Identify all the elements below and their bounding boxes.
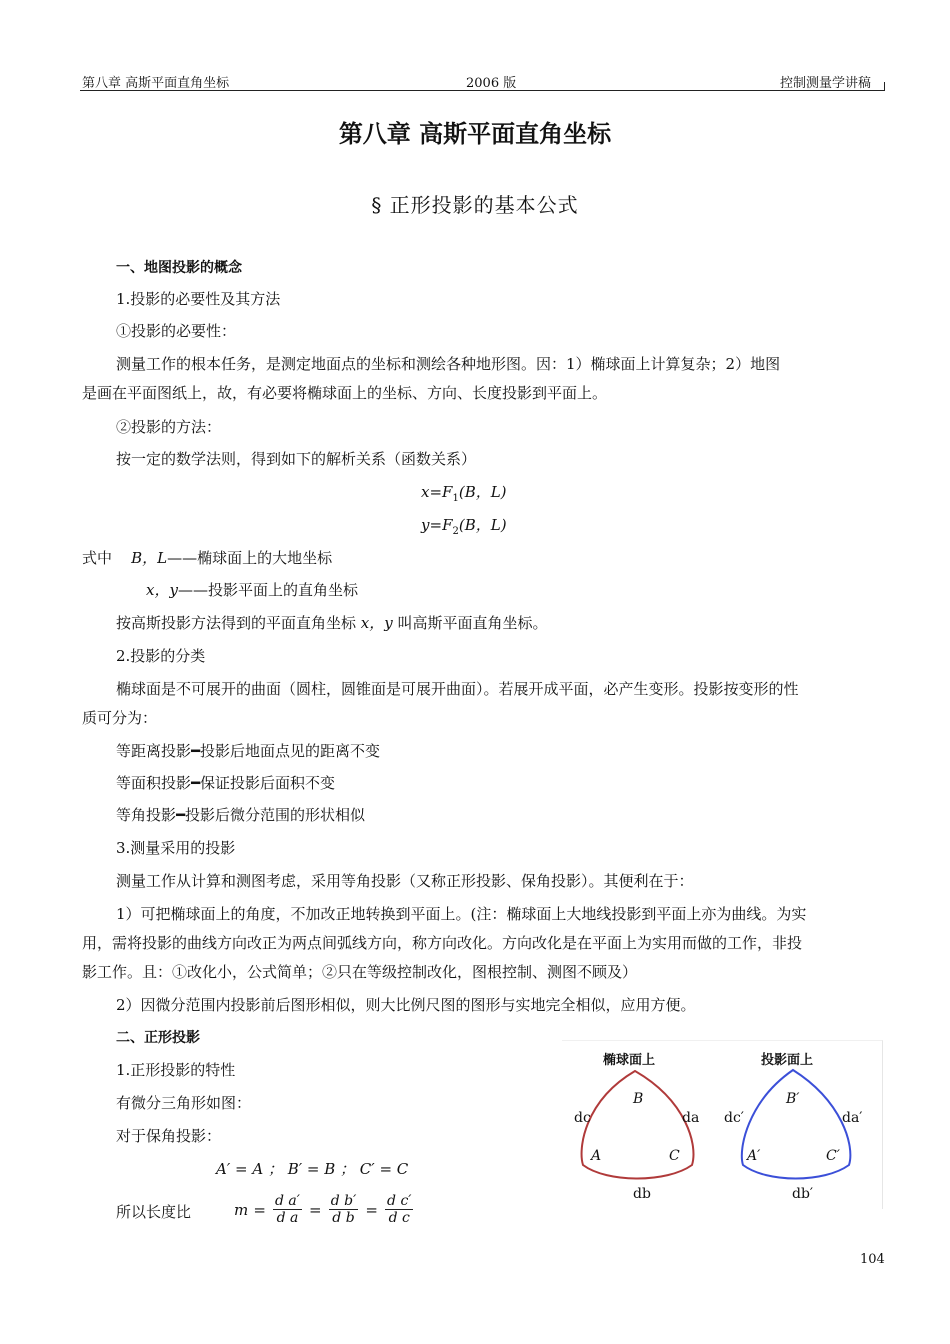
right-vertex-a: A′ — [747, 1148, 761, 1164]
paragraph-4-line-1: 椭球面是不可展开的曲面（圆柱，圆锥面是可展开曲面）。若展开成平面，必产生变形。投影按变形的性 — [116, 680, 799, 698]
chapter-title: 第八章 高斯平面直角坐标 — [338, 120, 612, 148]
right-side-db: db′ — [792, 1186, 814, 1202]
subsection-1-3: 3.测量采用的投影 — [116, 839, 236, 857]
right-vertex-b: B′ — [786, 1091, 800, 1107]
page-number: 104 — [860, 1252, 885, 1267]
angle-equality: A′ = A ； B′ = B ； C′ = C — [216, 1160, 409, 1178]
right-side-da: da′ — [842, 1110, 863, 1126]
left-vertex-a: A — [591, 1148, 602, 1164]
left-vertex-b: B — [633, 1091, 644, 1107]
paragraph-4-line-2: 质可分为： — [82, 709, 158, 727]
section-2-heading: 二、正形投影 — [116, 1030, 200, 1046]
header-rule — [80, 90, 884, 91]
length-ratio-formula: m = $\frac{\text{d a′}}{\text{d a}}$ = $\frac{\text{d b′}}{\text{d b}}$ = $\frac{\text{d c′}}{\text{d c}}$ — [234, 1193, 412, 1226]
header-rule-tick — [884, 82, 885, 91]
equation-y: $y=F_2(B$，L) — [421, 516, 507, 537]
projection-type-2: 等面积投影━保证投影后面积不变 — [116, 774, 336, 792]
header-left: 第八章 高斯平面直角坐标 — [82, 76, 230, 91]
triangle-figure-svg — [562, 1041, 882, 1209]
left-side-dc: dc — [574, 1110, 591, 1126]
paragraph-3: 按高斯投影方法得到的平面直角坐标 x，y 叫高斯平面直角坐标。 — [116, 614, 548, 632]
triangle-figure — [562, 1040, 883, 1209]
left-side-db: db — [633, 1186, 651, 1202]
section-2-paragraph-2: 对于保角投影： — [116, 1127, 222, 1145]
subsection-1-1a: ①投影的必要性： — [116, 322, 237, 340]
paragraph-6-line-3: 影工作。且：①改化小，公式简单；②只在等级控制改化，图根控制、测图不顾及） — [82, 963, 638, 981]
figure-right-title: 投影面上 — [761, 1053, 814, 1068]
header-center: 2006 版 — [466, 76, 517, 91]
section-2-paragraph-1: 有微分三角形如图： — [116, 1094, 252, 1112]
header-right: 控制测量学讲稿 — [780, 76, 872, 91]
paragraph-1-line-2: 是画在平面图纸上，故，有必要将椭球面上的坐标、方向、长度投影到平面上。 — [82, 384, 608, 402]
ratio-label: 所以长度比 — [116, 1203, 192, 1221]
left-side-da: da — [682, 1110, 700, 1126]
paragraph-6-line-1: 1）可把椭球面上的角度，不加改正地转换到平面上。(注：椭球面上大地线投影到平面上亦为曲线。为实 — [116, 905, 807, 923]
section-title: § 正形投影的基本公式 — [371, 193, 579, 217]
subsection-1-1: 1.投影的必要性及其方法 — [116, 290, 281, 308]
right-vertex-c: C′ — [826, 1148, 840, 1164]
paragraph-2: 按一定的数学法则，得到如下的解析关系（函数关系） — [116, 450, 477, 468]
left-vertex-c: C — [669, 1148, 680, 1164]
right-side-dc: dc′ — [724, 1110, 744, 1126]
subsection-1-2: 2.投影的分类 — [116, 647, 206, 665]
equation-x: $x=F_1(B$，L) — [421, 483, 507, 504]
projection-type-1: 等距离投影━投影后地面点见的距离不变 — [116, 742, 381, 760]
where-line-2: x，y——投影平面上的直角坐标 — [146, 581, 358, 599]
paragraph-1-line-1: 测量工作的根本任务，是测定地面点的坐标和测绘各种地形图。因：1）椭球面上计算复杂；2）地图 — [116, 355, 781, 373]
projection-type-3: 等角投影━投影后微分范围的形状相似 — [116, 806, 366, 824]
section-1-heading: 一、地图投影的概念 — [116, 260, 242, 276]
subsection-2-1: 1.正形投影的特性 — [116, 1061, 236, 1079]
paragraph-7: 2）因微分范围内投影前后图形相似，则大比例尺图的图形与实地完全相似，应用方便。 — [116, 996, 696, 1014]
figure-left-title: 椭球面上 — [603, 1053, 656, 1068]
paragraph-5: 测量工作从计算和测图考虑，采用等角投影（又称正形投影、保角投影）。其便利在于： — [116, 872, 694, 890]
subsection-1-1b: ②投影的方法： — [116, 418, 222, 436]
where-line-1: 式中 B，L——椭球面上的大地坐标 — [82, 549, 333, 567]
paragraph-6-line-2: 用，需将投影的曲线方向改正为两点间弧线方向，称方向改化。方向改化是在平面上为实用而做的工作，非投 — [82, 934, 803, 952]
